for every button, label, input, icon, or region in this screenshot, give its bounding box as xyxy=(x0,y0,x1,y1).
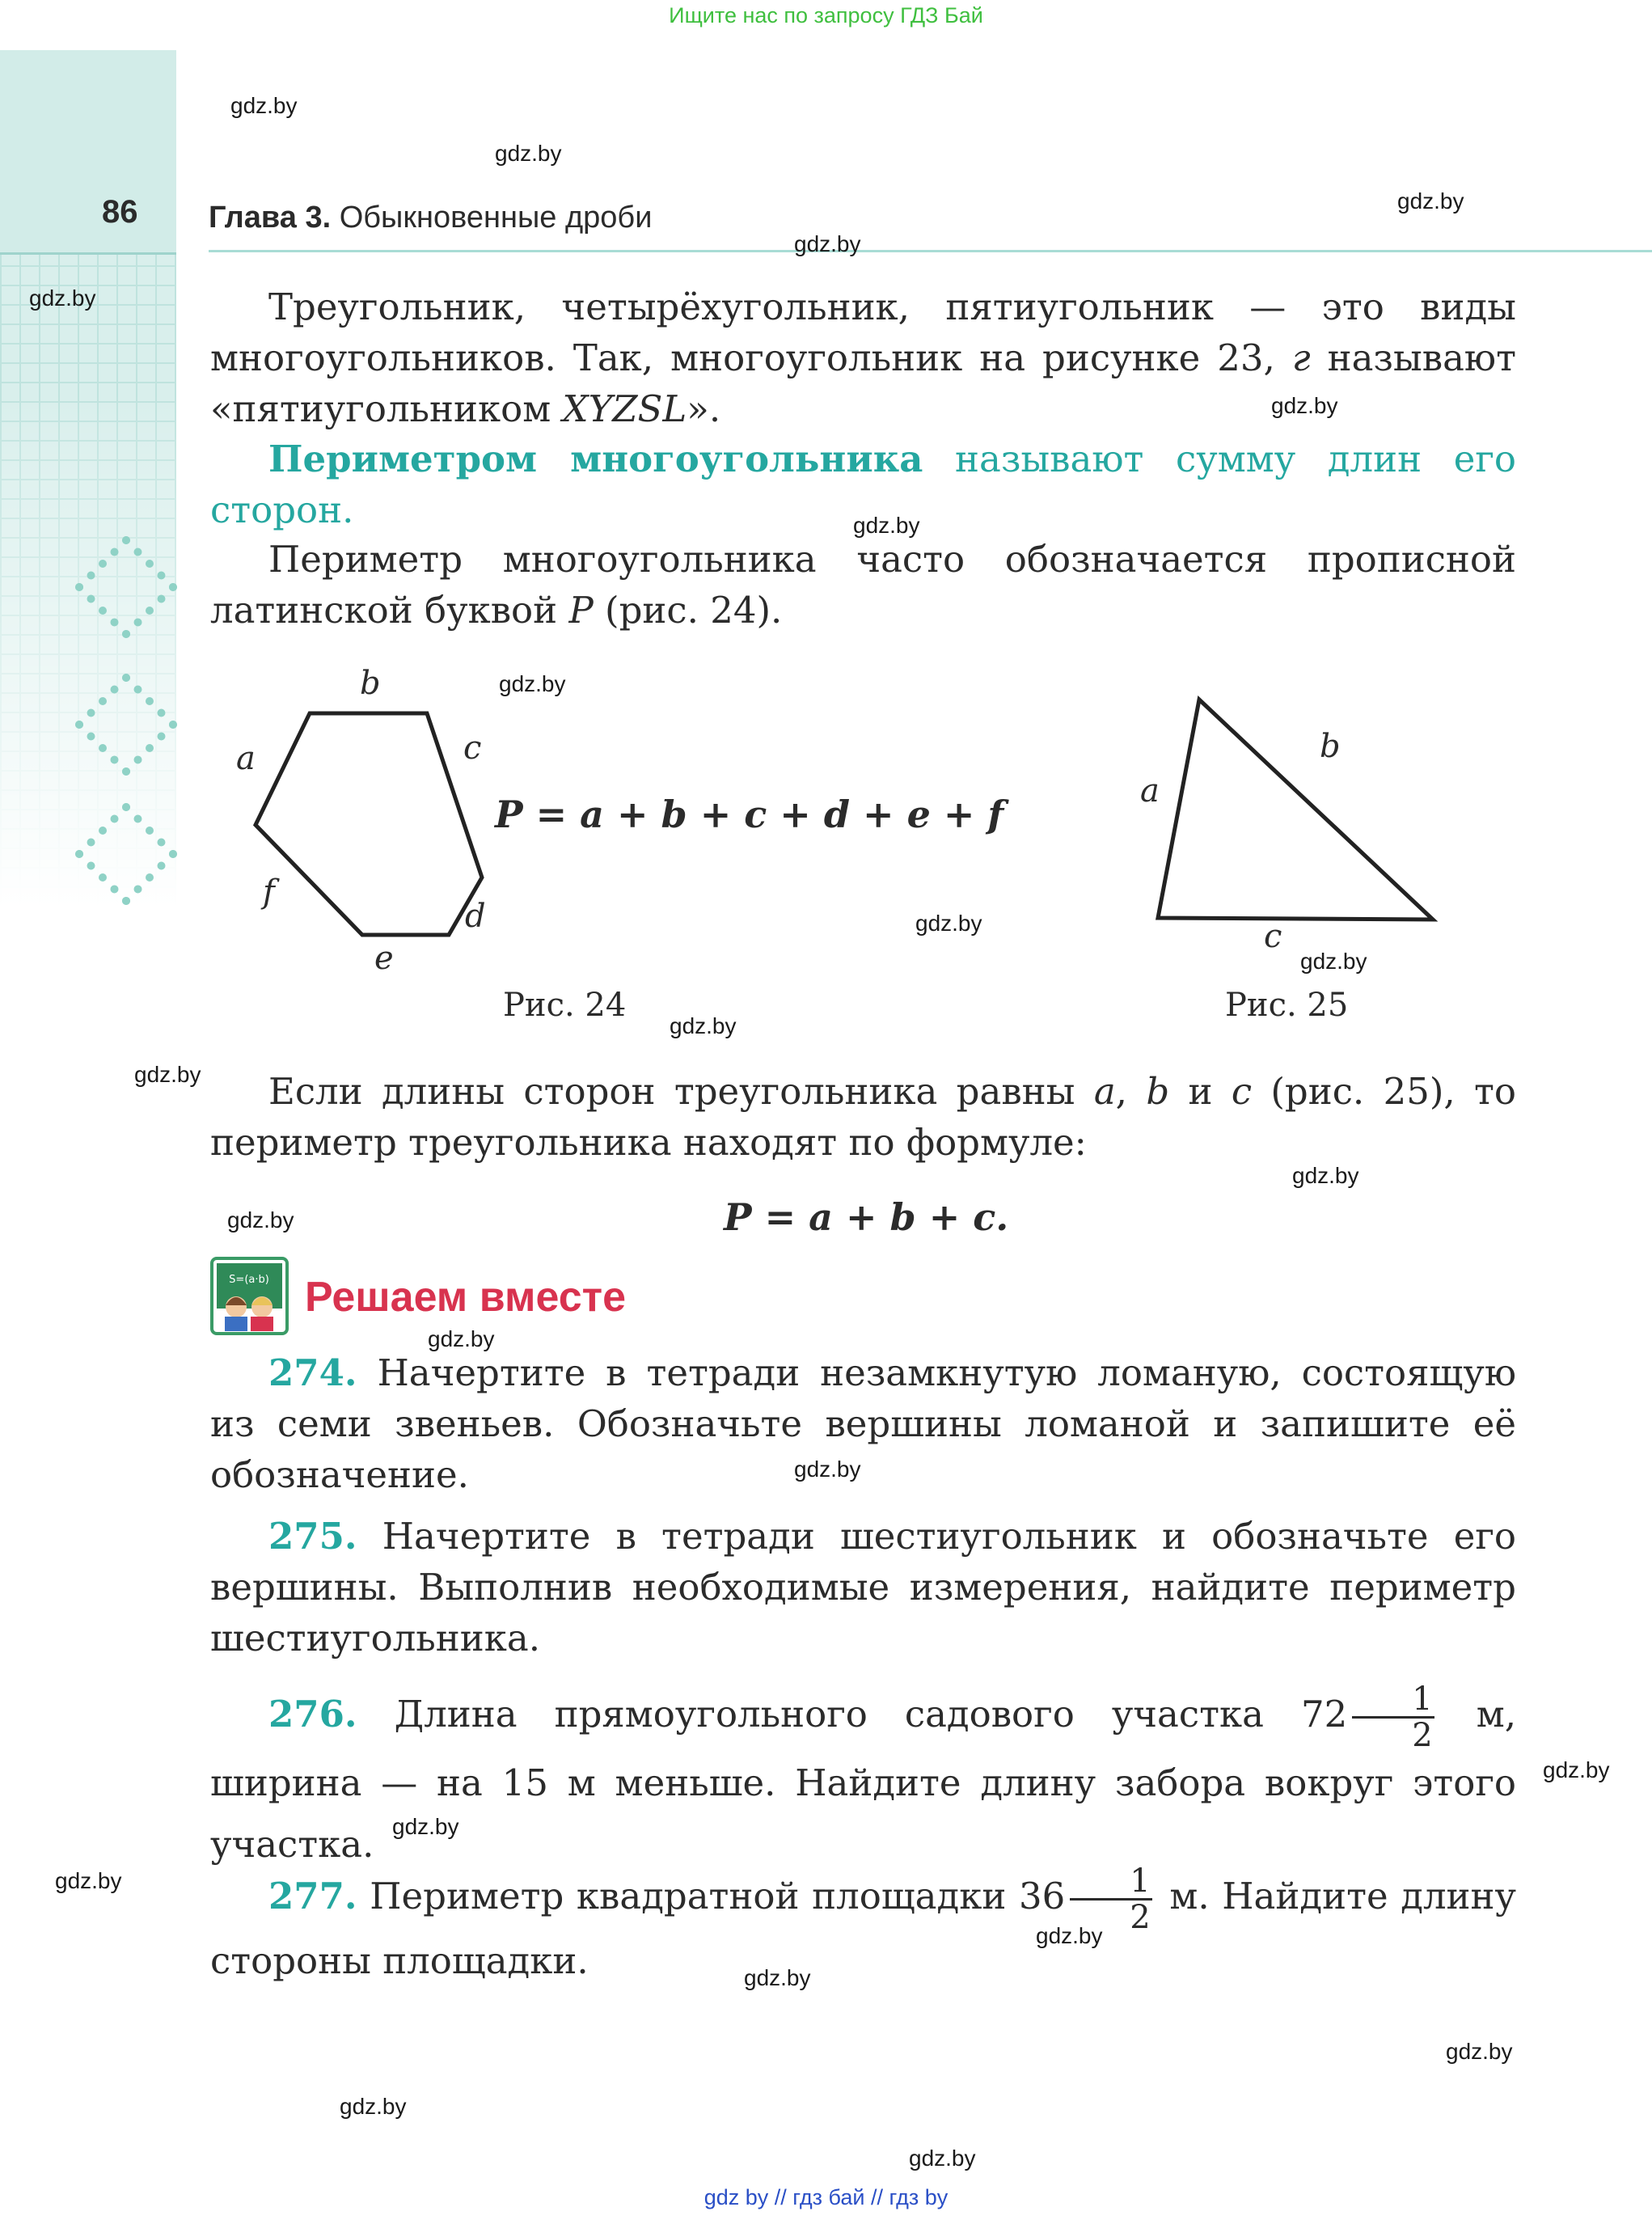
var-b: b xyxy=(1146,1070,1170,1113)
watermark: gdz.by xyxy=(1543,1757,1610,1782)
chapter-title: Обыкновенные дроби xyxy=(339,201,653,235)
watermark: gdz.by xyxy=(55,1868,122,1893)
task-276 xyxy=(210,1682,1516,1875)
watermark: gdz.by xyxy=(495,141,562,166)
triangle-text: и xyxy=(1169,1070,1232,1113)
watermark: gdz.by xyxy=(1292,1163,1359,1188)
watermark: gdz.by xyxy=(340,2094,407,2119)
page-number-box xyxy=(0,50,176,255)
section-title: Решаем вместе xyxy=(305,1274,627,1321)
watermark: gdz.by xyxy=(428,1326,495,1351)
task-text: Начертите в тетради шестиугольник и обозначьте его вершины. Выполнив необходимые измерения, найдите периметр шестиугольника. xyxy=(210,1515,1517,1660)
watermark: gdz.by xyxy=(29,285,96,311)
hexagon-perimeter-formula: P = a + b + c + d + e + f xyxy=(495,793,1004,836)
definition-term: Периметром многоугольника xyxy=(268,438,923,480)
figure-24-caption: Рис. 24 xyxy=(503,987,627,1024)
triangle-label-b: b xyxy=(1320,728,1341,765)
task-number: 277. xyxy=(268,1875,357,1917)
hexagon-label-d: d xyxy=(465,898,486,935)
perimeter-paragraph xyxy=(210,534,1516,636)
intro-fig-letter: г xyxy=(1291,336,1311,379)
watermark: gdz.by xyxy=(230,93,298,118)
fraction-denominator: 2 xyxy=(1412,1717,1433,1754)
fraction-numerator: 1 xyxy=(1070,1864,1151,1901)
perimeter-symbol: P xyxy=(568,589,594,632)
watermark: gdz.by xyxy=(915,911,982,936)
mixed-number-whole: 36 xyxy=(1018,1875,1066,1917)
fraction-denominator: 2 xyxy=(1130,1899,1151,1936)
watermark: gdz.by xyxy=(853,513,920,538)
var-a: a xyxy=(1093,1070,1116,1113)
watermark: gdz.by xyxy=(1271,393,1338,418)
watermark: gdz.by xyxy=(227,1207,294,1233)
task-text: м. Найдите длину стороны площадки. xyxy=(210,1875,1516,1982)
definition-text: называют сумму длин его сторон. xyxy=(210,438,1517,531)
task-number: 274. xyxy=(268,1351,357,1394)
task-text: Периметр квадратной площадки xyxy=(370,1875,1007,1917)
intro-text: называют «пятиугольником xyxy=(210,336,1516,430)
triangle-label-c: c xyxy=(1264,918,1282,955)
watermark: gdz.by xyxy=(794,1457,861,1482)
triangle-text: (рис. 25), то периметр треугольника находят по формуле: xyxy=(210,1070,1517,1164)
fraction-numerator: 1 xyxy=(1352,1682,1434,1719)
top-banner[interactable]: Ищите нас по запросу ГДЗ Бай xyxy=(669,3,983,27)
watermark: gdz.by xyxy=(1300,949,1367,974)
task-277 xyxy=(210,1864,1516,1988)
triangle-paragraph xyxy=(210,1066,1516,1168)
polygon-name: XYZSL xyxy=(562,387,687,430)
watermark: gdz.by xyxy=(499,671,566,696)
fraction xyxy=(1352,1682,1434,1753)
var-c: c xyxy=(1231,1070,1253,1113)
intro-text: Треугольник, четырёхугольник, пятиугольник — это виды многоугольников. Так, многоугольник на рисунке 23, xyxy=(210,285,1516,379)
watermark: gdz.by xyxy=(744,1965,811,1990)
task-number: 276. xyxy=(268,1693,357,1736)
watermark: gdz.by xyxy=(1446,2039,1513,2064)
intro-text: ». xyxy=(687,387,721,430)
perimeter-text: (рис. 24). xyxy=(593,589,783,632)
task-number: 275. xyxy=(268,1515,357,1558)
header-divider xyxy=(209,250,1652,252)
hexagon-shape xyxy=(256,713,482,935)
teachers-board-icon xyxy=(210,1257,289,1335)
chapter-heading xyxy=(209,201,652,235)
watermark: gdz.by xyxy=(909,2146,976,2171)
figure-25-caption: Рис. 25 xyxy=(1225,987,1349,1024)
watermark: gdz.by xyxy=(134,1062,201,1087)
page-number: 86 xyxy=(102,194,138,230)
hexagon-label-b: b xyxy=(360,665,381,702)
perimeter-text: Периметр многоугольника часто обозначается прописной латинской буквой xyxy=(210,538,1516,632)
triangle-shape xyxy=(1158,700,1433,920)
mixed-number-whole: 72 xyxy=(1300,1693,1348,1736)
watermark: gdz.by xyxy=(794,231,861,256)
task-275 xyxy=(210,1511,1516,1664)
bottom-banner[interactable]: gdz by // гдз бай // гдз by xyxy=(703,2185,949,2209)
hexagon-label-a: a xyxy=(236,740,256,777)
chapter-label: Глава 3. xyxy=(209,201,332,235)
hexagon-label-f: f xyxy=(263,873,275,911)
watermark: gdz.by xyxy=(1397,188,1464,214)
triangle-perimeter-formula: P = a + b + c. xyxy=(724,1195,1009,1239)
hexagon-label-c: c xyxy=(463,729,482,767)
hexagon-label-e: e xyxy=(374,940,394,977)
watermark: gdz.by xyxy=(1036,1923,1103,1948)
hexagon-figure xyxy=(243,696,501,954)
watermark: gdz.by xyxy=(392,1814,459,1839)
task-text: м, ширина — на 15 м меньше. Найдите длину забора вокруг этого участка. xyxy=(210,1693,1516,1866)
task-text: Начертите в тетради незамкнутую ломаную, состоящую из семи звеньев. Обозначьте вершины ломаной и запишите её обозначение. xyxy=(210,1351,1516,1496)
watermark: gdz.by xyxy=(670,1013,737,1038)
triangle-text: Если длины сторон треугольника равны xyxy=(268,1070,1094,1113)
task-text: Длина прямоугольного садового участка xyxy=(394,1693,1264,1736)
triangle-figure xyxy=(1148,687,1439,930)
triangle-label-a: a xyxy=(1140,772,1160,810)
triangle-text: , xyxy=(1115,1070,1147,1113)
task-274 xyxy=(210,1347,1516,1500)
board-formula: S=(a·b) xyxy=(229,1274,269,1286)
